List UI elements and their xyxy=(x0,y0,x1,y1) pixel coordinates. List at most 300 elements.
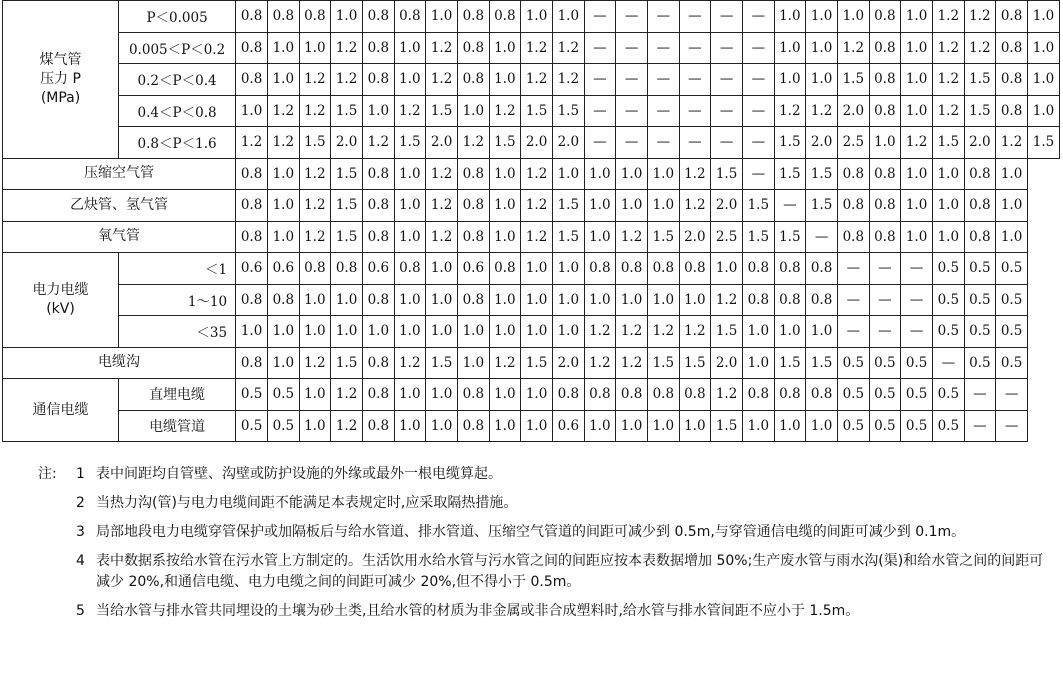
table-cell: 2.0 xyxy=(679,221,711,253)
table-cell: 1.0 xyxy=(394,158,426,190)
table-cell: — xyxy=(964,379,996,411)
table-cell: — xyxy=(774,190,806,222)
table-cell: 2.0 xyxy=(806,127,838,159)
row-group-label: 氧气管 xyxy=(3,221,236,253)
table-cell: 1.2 xyxy=(426,221,458,253)
table-cell: 1.2 xyxy=(426,158,458,190)
table-cell: 1.2 xyxy=(964,32,996,64)
table-cell: 0.5 xyxy=(933,410,965,442)
table-cell: 0.6 xyxy=(458,253,490,285)
table-cell: 0.8 xyxy=(268,284,300,316)
table-cell: 0.8 xyxy=(268,1,300,33)
table-cell: 0.5 xyxy=(901,379,933,411)
table-cell: 1.2 xyxy=(394,347,426,379)
table-cell: 0.8 xyxy=(236,32,268,64)
table-cell: — xyxy=(806,221,838,253)
table-cell: 1.0 xyxy=(299,284,331,316)
table-cell: 1.0 xyxy=(236,95,268,127)
table-cell: 1.2 xyxy=(236,127,268,159)
table-cell: 0.8 xyxy=(806,284,838,316)
table-cell: 0.8 xyxy=(869,221,901,253)
table-cell: 2.0 xyxy=(553,347,585,379)
table-cell: 2.5 xyxy=(838,127,870,159)
table-cell: 0.8 xyxy=(616,379,648,411)
table-cell: 2.0 xyxy=(553,127,585,159)
table-cell: 0.8 xyxy=(458,190,490,222)
table-cell: 1.0 xyxy=(806,410,838,442)
table-cell: 0.8 xyxy=(869,95,901,127)
table-cell: — xyxy=(616,32,648,64)
note-text: 表中数据系按给水管在污水管上方制定的。生活饮用水给水管与污水管之间的间距应按本表数据增加 50%;生产废水管与雨水沟(渠)和给水管之间的间距可减少 20%,和通信电缆、电力电缆之间的间距可减少 20%,但不得小于 0.5m。 xyxy=(96,553,1044,590)
table-cell: 0.5 xyxy=(268,410,300,442)
table-cell: — xyxy=(901,316,933,348)
table-cell: 1.0 xyxy=(1028,95,1060,127)
table-cell: 0.5 xyxy=(901,410,933,442)
table-cell: 0.8 xyxy=(774,253,806,285)
table-cell: 0.5 xyxy=(964,316,996,348)
table-cell: 0.6 xyxy=(268,253,300,285)
table-cell: 0.8 xyxy=(363,158,395,190)
table-cell: 1.0 xyxy=(489,32,521,64)
table-cell: 1.2 xyxy=(711,379,743,411)
table-cell: 0.8 xyxy=(236,284,268,316)
table-row xyxy=(3,347,1060,379)
table-cell: 1.0 xyxy=(394,379,426,411)
table-cell: 0.5 xyxy=(996,316,1028,348)
table-cell: 0.8 xyxy=(489,1,521,33)
table-cell: 0.8 xyxy=(236,347,268,379)
table-cell: 0.6 xyxy=(363,253,395,285)
table-cell: 0.5 xyxy=(933,284,965,316)
table-cell: 1.0 xyxy=(489,284,521,316)
table-cell: — xyxy=(616,64,648,96)
table-cell: 1.2 xyxy=(584,316,616,348)
table-cell: 1.5 xyxy=(679,347,711,379)
table-cell: 1.0 xyxy=(1028,32,1060,64)
table-cell: 1.5 xyxy=(743,190,775,222)
table-cell: — xyxy=(711,32,743,64)
table-cell: 1.5 xyxy=(331,95,363,127)
table-cell: — xyxy=(711,95,743,127)
table-cell: 0.8 xyxy=(869,32,901,64)
table-cell: 1.0 xyxy=(743,316,775,348)
table-cell: — xyxy=(964,410,996,442)
table-cell: 1.0 xyxy=(838,1,870,33)
table-cell: 0.5 xyxy=(933,379,965,411)
table-cell: 1.0 xyxy=(553,158,585,190)
table-cell: 1.2 xyxy=(648,316,680,348)
table-cell: 1.5 xyxy=(521,347,553,379)
table-cell: 1.0 xyxy=(426,253,458,285)
table-cell: 0.5 xyxy=(236,379,268,411)
table-cell: 1.0 xyxy=(774,316,806,348)
table-cell: 1.0 xyxy=(394,284,426,316)
table-cell: 1.5 xyxy=(394,127,426,159)
table-cell: 1.2 xyxy=(521,64,553,96)
table-cell: 0.6 xyxy=(236,253,268,285)
table-cell: 0.8 xyxy=(584,379,616,411)
table-cell: 1.0 xyxy=(521,410,553,442)
table-cell: 1.0 xyxy=(774,410,806,442)
table-cell: 2.0 xyxy=(711,347,743,379)
table-cell: — xyxy=(901,253,933,285)
table-cell: 1.0 xyxy=(933,190,965,222)
table-cell: 1.2 xyxy=(299,95,331,127)
table-cell: — xyxy=(584,1,616,33)
table-row xyxy=(3,253,1060,285)
table-cell: 1.0 xyxy=(996,158,1028,190)
table-cell: 0.8 xyxy=(458,410,490,442)
table-cell: 0.8 xyxy=(236,1,268,33)
table-cell: 0.5 xyxy=(268,379,300,411)
table-cell: 1.5 xyxy=(331,158,363,190)
table-cell: 1.5 xyxy=(711,316,743,348)
table-cell: 1.0 xyxy=(806,64,838,96)
table-cell: 1.0 xyxy=(584,284,616,316)
table-cell: 0.8 xyxy=(584,253,616,285)
table-cell: 1.0 xyxy=(901,32,933,64)
row-group-label: 电缆沟 xyxy=(3,347,236,379)
table-cell: 0.8 xyxy=(363,284,395,316)
table-cell: 1.0 xyxy=(901,190,933,222)
table-cell: 1.5 xyxy=(743,221,775,253)
table-cell: 1.0 xyxy=(806,32,838,64)
table-cell: 0.8 xyxy=(869,190,901,222)
table-cell: 1.5 xyxy=(806,347,838,379)
table-cell: 0.8 xyxy=(679,253,711,285)
table-cell: 1.0 xyxy=(489,410,521,442)
table-cell: — xyxy=(679,32,711,64)
table-cell: 1.2 xyxy=(616,347,648,379)
table-cell: 1.2 xyxy=(933,64,965,96)
table-cell: 1.0 xyxy=(299,410,331,442)
table-cell: — xyxy=(743,1,775,33)
table-cell: 1.2 xyxy=(331,64,363,96)
table-cell: 0.5 xyxy=(996,253,1028,285)
table-cell: — xyxy=(743,158,775,190)
table-cell: — xyxy=(679,1,711,33)
table-cell: 0.6 xyxy=(553,410,585,442)
table-cell: 1.0 xyxy=(489,316,521,348)
table-cell: 2.0 xyxy=(964,127,996,159)
table-cell: 1.0 xyxy=(458,347,490,379)
spacing-table xyxy=(2,0,1060,442)
table-cell: 1.0 xyxy=(901,1,933,33)
table-cell: 1.0 xyxy=(869,127,901,159)
table-cell: 1.0 xyxy=(394,316,426,348)
table-cell: 1.0 xyxy=(521,379,553,411)
table-cell: — xyxy=(711,1,743,33)
table-row xyxy=(3,379,1060,411)
table-cell: 1.5 xyxy=(553,221,585,253)
table-cell: 1.0 xyxy=(901,95,933,127)
table-cell: 0.8 xyxy=(964,190,996,222)
table-cell: 1.0 xyxy=(553,284,585,316)
notes-section xyxy=(0,464,1063,630)
table-cell: 1.0 xyxy=(996,190,1028,222)
table-cell: 1.0 xyxy=(521,316,553,348)
table-cell: — xyxy=(648,1,680,33)
table-cell: 1.0 xyxy=(648,284,680,316)
table-cell: 2.0 xyxy=(521,127,553,159)
table-cell: 1.2 xyxy=(394,95,426,127)
table-cell: 1.5 xyxy=(711,410,743,442)
table-cell: 1.5 xyxy=(838,64,870,96)
table-cell: 1.0 xyxy=(489,221,521,253)
table-cell: 1.0 xyxy=(394,410,426,442)
table-cell: 1.0 xyxy=(394,221,426,253)
table-cell: 1.0 xyxy=(743,410,775,442)
table-cell: 0.8 xyxy=(838,221,870,253)
table-cell: 0.5 xyxy=(964,284,996,316)
table-cell: 1.0 xyxy=(774,1,806,33)
table-cell: 0.8 xyxy=(363,32,395,64)
row-sub-label: P＜0.005 xyxy=(119,1,236,33)
table-cell: 0.8 xyxy=(236,64,268,96)
table-cell: 1.0 xyxy=(616,158,648,190)
table-cell: 0.5 xyxy=(964,347,996,379)
table-cell: 0.8 xyxy=(236,190,268,222)
table-cell: 2.0 xyxy=(838,95,870,127)
table-cell: 1.5 xyxy=(553,190,585,222)
table-cell: 1.0 xyxy=(299,379,331,411)
table-cell: — xyxy=(711,64,743,96)
table-cell: 1.0 xyxy=(679,284,711,316)
table-cell: 1.5 xyxy=(806,158,838,190)
table-cell: 1.0 xyxy=(648,158,680,190)
table-cell: 1.0 xyxy=(743,347,775,379)
table-cell: 1.0 xyxy=(521,1,553,33)
table-cell: 0.8 xyxy=(743,284,775,316)
table-cell: 2.0 xyxy=(711,190,743,222)
table-cell: 1.2 xyxy=(458,127,490,159)
table-cell: 1.0 xyxy=(933,221,965,253)
table-cell: 0.8 xyxy=(363,410,395,442)
table-cell: 1.0 xyxy=(489,158,521,190)
table-cell: 1.5 xyxy=(648,221,680,253)
table-cell: 0.8 xyxy=(964,221,996,253)
table-cell: 1.2 xyxy=(489,347,521,379)
table-cell: 0.5 xyxy=(933,316,965,348)
table-cell: 1.5 xyxy=(299,127,331,159)
table-cell: 1.0 xyxy=(806,316,838,348)
row-sub-label: 1～10 xyxy=(119,284,236,316)
table-cell: 1.5 xyxy=(774,221,806,253)
table-row xyxy=(3,158,1060,190)
table-cell: 1.2 xyxy=(299,347,331,379)
table-cell: 1.5 xyxy=(1028,127,1060,159)
table-cell: 1.0 xyxy=(394,32,426,64)
table-cell: 0.8 xyxy=(869,1,901,33)
table-cell: 1.0 xyxy=(394,190,426,222)
table-cell: 1.0 xyxy=(489,64,521,96)
table-cell: — xyxy=(584,32,616,64)
table-cell: 1.0 xyxy=(996,221,1028,253)
table-cell: — xyxy=(743,64,775,96)
table-cell: — xyxy=(743,95,775,127)
table-cell: 0.5 xyxy=(996,284,1028,316)
table-cell: 1.2 xyxy=(489,95,521,127)
table-cell: — xyxy=(743,127,775,159)
note-item xyxy=(0,522,1063,543)
table-cell: 1.0 xyxy=(426,316,458,348)
table-cell: 0.8 xyxy=(774,284,806,316)
table-cell: — xyxy=(584,95,616,127)
table-cell: — xyxy=(648,127,680,159)
table-cell: 1.5 xyxy=(648,347,680,379)
table-cell: 1.5 xyxy=(806,190,838,222)
table-cell: 1.0 xyxy=(901,221,933,253)
table-cell: 0.8 xyxy=(458,32,490,64)
table-cell: 1.2 xyxy=(774,95,806,127)
table-cell: 0.8 xyxy=(806,379,838,411)
table-cell: 1.5 xyxy=(426,95,458,127)
row-group-label: 煤气管 压力 P (MPa) xyxy=(3,1,119,159)
table-cell: 1.2 xyxy=(584,347,616,379)
table-cell: 1.5 xyxy=(521,95,553,127)
table-cell: 0.5 xyxy=(838,379,870,411)
table-cell: 0.5 xyxy=(838,347,870,379)
table-cell: 1.0 xyxy=(616,410,648,442)
table-cell: 1.2 xyxy=(299,64,331,96)
table-cell: 1.0 xyxy=(426,1,458,33)
table-cell: 0.8 xyxy=(236,158,268,190)
table-cell: 1.0 xyxy=(331,284,363,316)
table-cell: 1.0 xyxy=(901,64,933,96)
table-cell: 2.5 xyxy=(711,221,743,253)
table-cell: 1.0 xyxy=(426,284,458,316)
table-cell: 1.0 xyxy=(331,1,363,33)
note-number: 3 xyxy=(76,524,85,540)
table-cell: 0.8 xyxy=(869,64,901,96)
table-cell: 1.2 xyxy=(363,127,395,159)
table-cell: 1.2 xyxy=(268,127,300,159)
table-cell: 0.8 xyxy=(996,64,1028,96)
table-cell: 1.0 xyxy=(584,221,616,253)
table-cell: — xyxy=(838,253,870,285)
table-cell: 1.2 xyxy=(616,221,648,253)
table-cell: 1.5 xyxy=(331,221,363,253)
table-cell: 0.8 xyxy=(363,190,395,222)
table-cell: 0.8 xyxy=(363,1,395,33)
table-cell: 1.2 xyxy=(679,316,711,348)
table-cell: 1.0 xyxy=(806,1,838,33)
table-cell: 1.0 xyxy=(299,316,331,348)
row-sub-label: 直埋电缆 xyxy=(119,379,236,411)
table-cell: 0.5 xyxy=(901,347,933,379)
table-cell: 1.2 xyxy=(838,32,870,64)
table-cell: 0.8 xyxy=(489,253,521,285)
table-cell: 0.8 xyxy=(458,1,490,33)
table-cell: 1.0 xyxy=(426,410,458,442)
table-row xyxy=(3,316,1060,348)
table-cell: 1.0 xyxy=(774,32,806,64)
table-cell: 0.8 xyxy=(869,158,901,190)
table-cell: 1.0 xyxy=(584,158,616,190)
table-cell: 1.0 xyxy=(299,32,331,64)
table-cell: 1.2 xyxy=(616,316,648,348)
table-cell: 1.2 xyxy=(996,127,1028,159)
table-cell: 0.8 xyxy=(838,158,870,190)
table-cell: — xyxy=(869,284,901,316)
table-cell: 1.2 xyxy=(521,221,553,253)
table-cell: 1.0 xyxy=(616,190,648,222)
note-text: 当给水管与排水管共同埋设的土壤为砂土类,且给水管的材质为非金属或非合成塑料时,给水管与排水管间距不应小于 1.5m。 xyxy=(96,603,860,619)
table-cell: 1.2 xyxy=(426,190,458,222)
table-cell: 0.8 xyxy=(299,1,331,33)
table-cell: 1.2 xyxy=(901,127,933,159)
notes-prefix: 注: xyxy=(38,466,57,482)
table-cell: 0.8 xyxy=(996,1,1028,33)
table-cell: 1.2 xyxy=(268,95,300,127)
table-cell: 0.8 xyxy=(806,253,838,285)
table-cell: 1.2 xyxy=(331,410,363,442)
table-cell: 0.8 xyxy=(679,379,711,411)
table-cell: 0.8 xyxy=(648,379,680,411)
table-cell: 1.0 xyxy=(489,190,521,222)
table-cell: 1.0 xyxy=(521,253,553,285)
row-group-label: 乙炔管、氢气管 xyxy=(3,190,236,222)
table-cell: — xyxy=(679,127,711,159)
row-sub-label: 0.8＜P＜1.6 xyxy=(119,127,236,159)
table-cell: 1.0 xyxy=(933,158,965,190)
table-cell: 1.2 xyxy=(299,158,331,190)
table-cell: 1.0 xyxy=(648,190,680,222)
table-row xyxy=(3,221,1060,253)
row-sub-label: 0.2＜P＜0.4 xyxy=(119,64,236,96)
table-cell: 1.0 xyxy=(458,316,490,348)
table-cell: 1.5 xyxy=(553,95,585,127)
table-cell: 1.0 xyxy=(268,190,300,222)
table-cell: 1.0 xyxy=(268,316,300,348)
row-sub-label: 0.4＜P＜0.8 xyxy=(119,95,236,127)
note-number: 2 xyxy=(76,495,85,511)
table-row xyxy=(3,410,1060,442)
table-cell: 1.2 xyxy=(521,32,553,64)
table-cell: 0.5 xyxy=(838,410,870,442)
table-cell: 0.8 xyxy=(299,253,331,285)
table-cell: 1.0 xyxy=(268,221,300,253)
table-cell: 1.0 xyxy=(1028,1,1060,33)
table-cell: — xyxy=(869,253,901,285)
table-cell: 1.2 xyxy=(331,379,363,411)
table-cell: 0.8 xyxy=(394,1,426,33)
table-cell: 1.0 xyxy=(331,316,363,348)
table-cell: 2.0 xyxy=(426,127,458,159)
table-cell: 0.8 xyxy=(394,253,426,285)
table-cell: — xyxy=(711,127,743,159)
table-cell: 1.2 xyxy=(806,95,838,127)
note-number: 4 xyxy=(76,553,85,569)
table-cell: 1.2 xyxy=(933,95,965,127)
row-group-label: 压缩空气管 xyxy=(3,158,236,190)
table-cell: 0.8 xyxy=(458,379,490,411)
table-cell: 1.0 xyxy=(679,410,711,442)
row-sub-label: 0.005＜P＜0.2 xyxy=(119,32,236,64)
table-cell: 1.0 xyxy=(268,347,300,379)
table-cell: 1.5 xyxy=(933,127,965,159)
table-cell: 0.8 xyxy=(363,221,395,253)
table-cell: 0.8 xyxy=(964,158,996,190)
table-cell: 1.0 xyxy=(553,1,585,33)
note-number: 1 xyxy=(76,466,85,482)
table-cell: — xyxy=(996,410,1028,442)
table-cell: 1.0 xyxy=(584,190,616,222)
table-cell: 1.2 xyxy=(553,64,585,96)
table-cell: 1.2 xyxy=(679,190,711,222)
table-cell: 1.2 xyxy=(299,190,331,222)
table-cell: 1.2 xyxy=(331,32,363,64)
